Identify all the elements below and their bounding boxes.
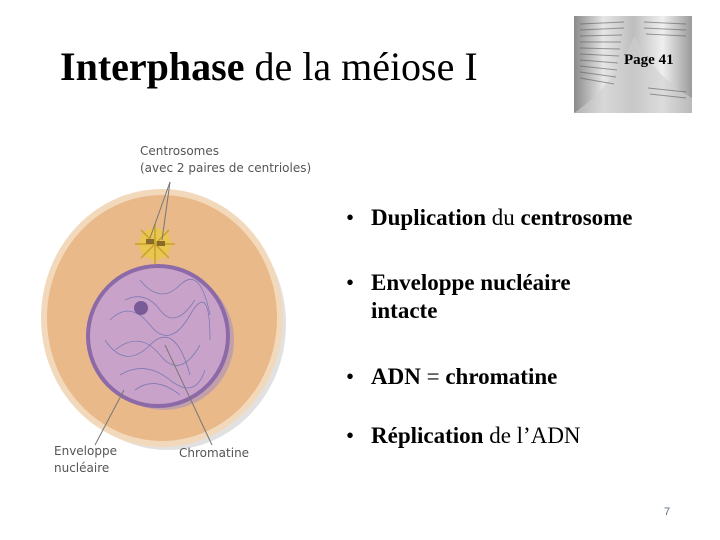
page-reference: Page 41 bbox=[624, 52, 674, 68]
label-centrosomes: Centrosomes bbox=[140, 144, 220, 158]
centrosome-icon bbox=[135, 224, 175, 264]
cell-nucleus bbox=[88, 266, 228, 406]
label-centrosomes-sub: (avec 2 paires de centrioles) bbox=[140, 161, 312, 175]
cell-diagram bbox=[40, 140, 330, 480]
title-rest: de la méiose I bbox=[244, 44, 478, 89]
label-chromatin: Chromatine bbox=[179, 446, 250, 460]
slide-title bbox=[60, 42, 478, 92]
label-envelope-2: nucléaire bbox=[54, 461, 110, 475]
bullet-item: • Réplication de l’ADN bbox=[346, 423, 581, 448]
bullet-list bbox=[346, 196, 706, 450]
page-number: 7 bbox=[664, 506, 671, 518]
label-envelope-1: Enveloppe bbox=[54, 444, 117, 458]
bullet-item: • Enveloppe nucléaire intacte bbox=[346, 270, 571, 323]
title-bold-part: Interphase bbox=[60, 44, 245, 89]
bullet-item: • ADN = chromatine bbox=[346, 364, 558, 389]
bullet-item: • Duplication du centrosome bbox=[346, 205, 633, 230]
